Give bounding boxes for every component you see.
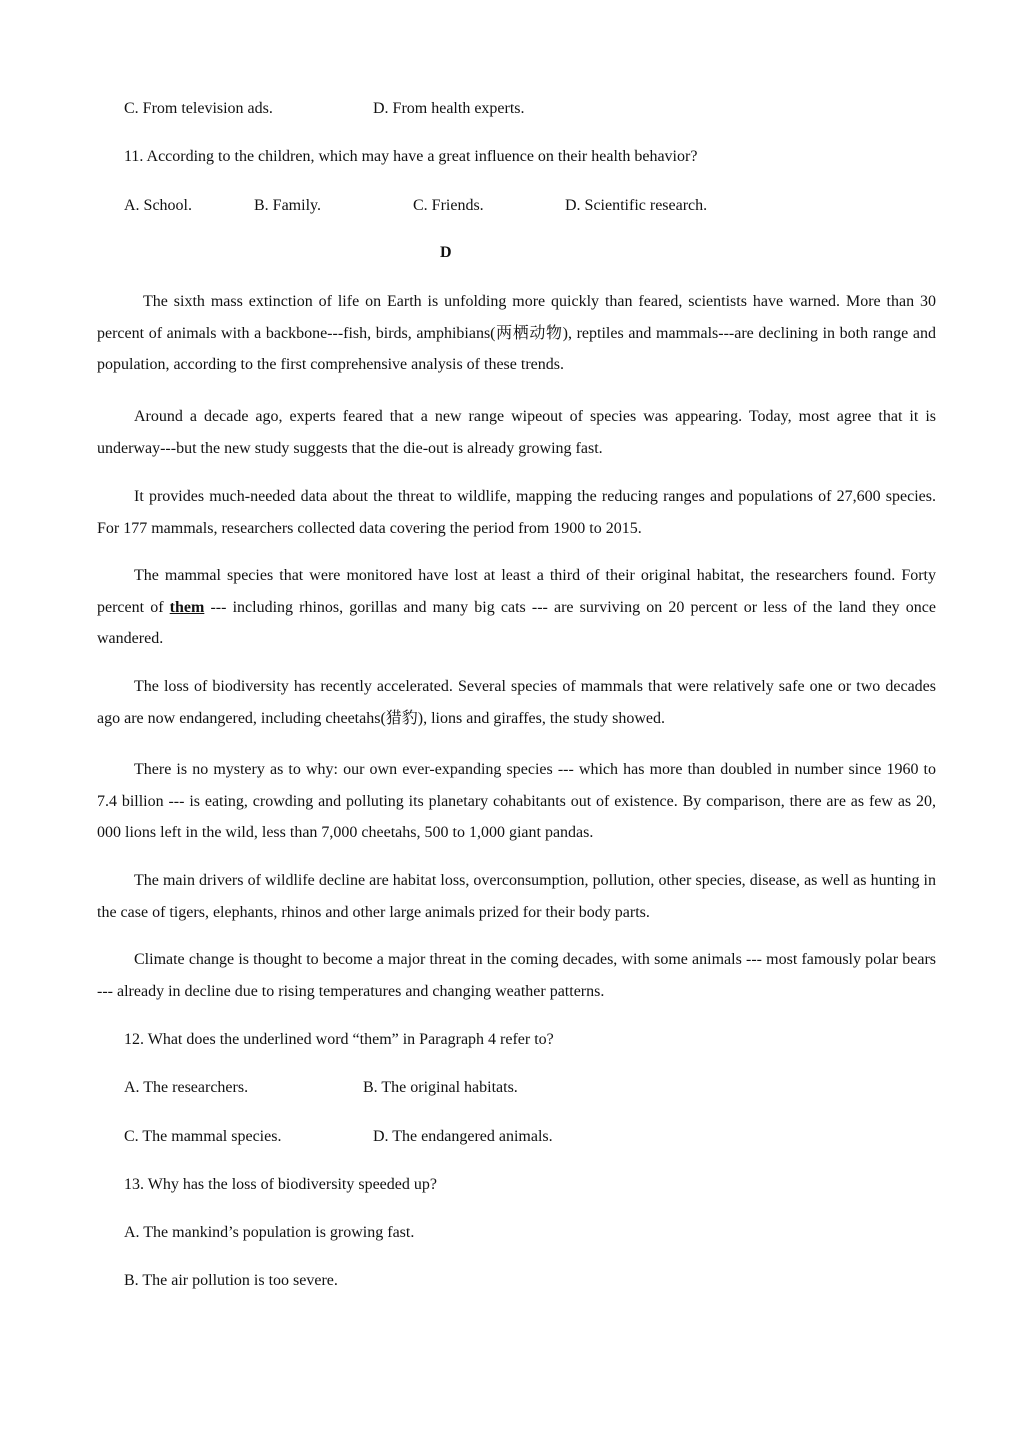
passage-paragraph-1 (97, 286, 936, 381)
passage-paragraph-2 (97, 401, 936, 464)
passage-paragraph-5 (97, 671, 936, 734)
q10-option-d: D. From health experts. (373, 100, 525, 117)
paragraph-text: Around a decade ago, experts feared that a new range wipeout of species was appearing. Today, most agree that it is underway---but the new study suggests that the die-out is already growing fast. (97, 408, 936, 457)
paragraph-text: It provides much-needed data about the threat to wildlife, mapping the reducing ranges and populations of 27,600 species. For 177 mammals, researchers collected data covering the period from 1900 to 2015. (97, 488, 936, 537)
passage-paragraph-4 (97, 560, 936, 655)
passage-paragraph-6 (97, 754, 936, 849)
q12-option-b: B. The original habitats. (363, 1079, 518, 1096)
underlined-word: them (169, 598, 205, 616)
q13-option-a: A. The mankind’s population is growing fast. (124, 1224, 415, 1241)
q13-option-b: B. The air pollution is too severe. (124, 1272, 338, 1289)
q12-stem: 12. What does the underlined word “them” in Paragraph 4 refer to? (124, 1031, 554, 1048)
q12-option-d: D. The endangered animals. (373, 1128, 553, 1145)
q11-option-a: A. School. (124, 197, 192, 214)
q12-option-a: A. The researchers. (124, 1079, 249, 1096)
paragraph-text: The sixth mass extinction of life on Earth is unfolding more quickly than feared, scientists have warned. More than 30 percent of animals with a backbone---fish, birds, amphibians(两栖动物), reptiles and mammals---are declining in both range and population, according to the first comprehensive analysis of these trends. (97, 293, 936, 373)
q11-stem: 11. According to the children, which may have a great influence on their health behavior? (124, 148, 698, 165)
passage-paragraph-3 (97, 481, 936, 544)
q11-option-b: B. Family. (254, 197, 321, 214)
paragraph-text-after: --- including rhinos, gorillas and many big cats --- are surviving on 20 percent or less of the land they once wandered. (97, 598, 937, 647)
q10-option-c: C. From television ads. (124, 100, 273, 117)
paragraph-text: Climate change is thought to become a major threat in the coming decades, with some animals --- most famously polar bears --- already in decline due to rising temperatures and changing weather patterns. (97, 951, 936, 1000)
q13-stem: 13. Why has the loss of biodiversity speeded up? (124, 1176, 437, 1193)
section-heading: D (440, 244, 452, 261)
q12-option-c: C. The mammal species. (124, 1128, 282, 1145)
paragraph-text: There is no mystery as to why: our own ever-expanding species --- which has more than doubled in number since 1960 to 7.4 billion --- is eating, crowding and polluting its planetary cohabitants out of existence. By comparison, there are as few as 20, 000 lions left in the wild, less than 7,000 cheetahs, 500 to 1,000 giant pandas. (97, 761, 936, 841)
passage-paragraph-7 (97, 865, 936, 928)
q11-option-c: C. Friends. (413, 197, 484, 214)
q11-option-d: D. Scientific research. (565, 197, 708, 214)
paragraph-text-before: The mammal species that were monitored have lost at least a third of their original habitat, the researchers found. Forty percent of (97, 567, 936, 616)
paragraph-text: The main drivers of wildlife decline are habitat loss, overconsumption, pollution, other species, disease, as well as hunting in the case of tigers, elephants, rhinos and other large animals prized for their body parts. (97, 872, 936, 921)
passage-paragraph-8 (97, 944, 936, 1007)
paragraph-text: The loss of biodiversity has recently accelerated. Several species of mammals that were relatively safe one or two decades ago are now endangered, including cheetahs(猎豹), lions and giraffes, the study showed. (97, 678, 936, 727)
